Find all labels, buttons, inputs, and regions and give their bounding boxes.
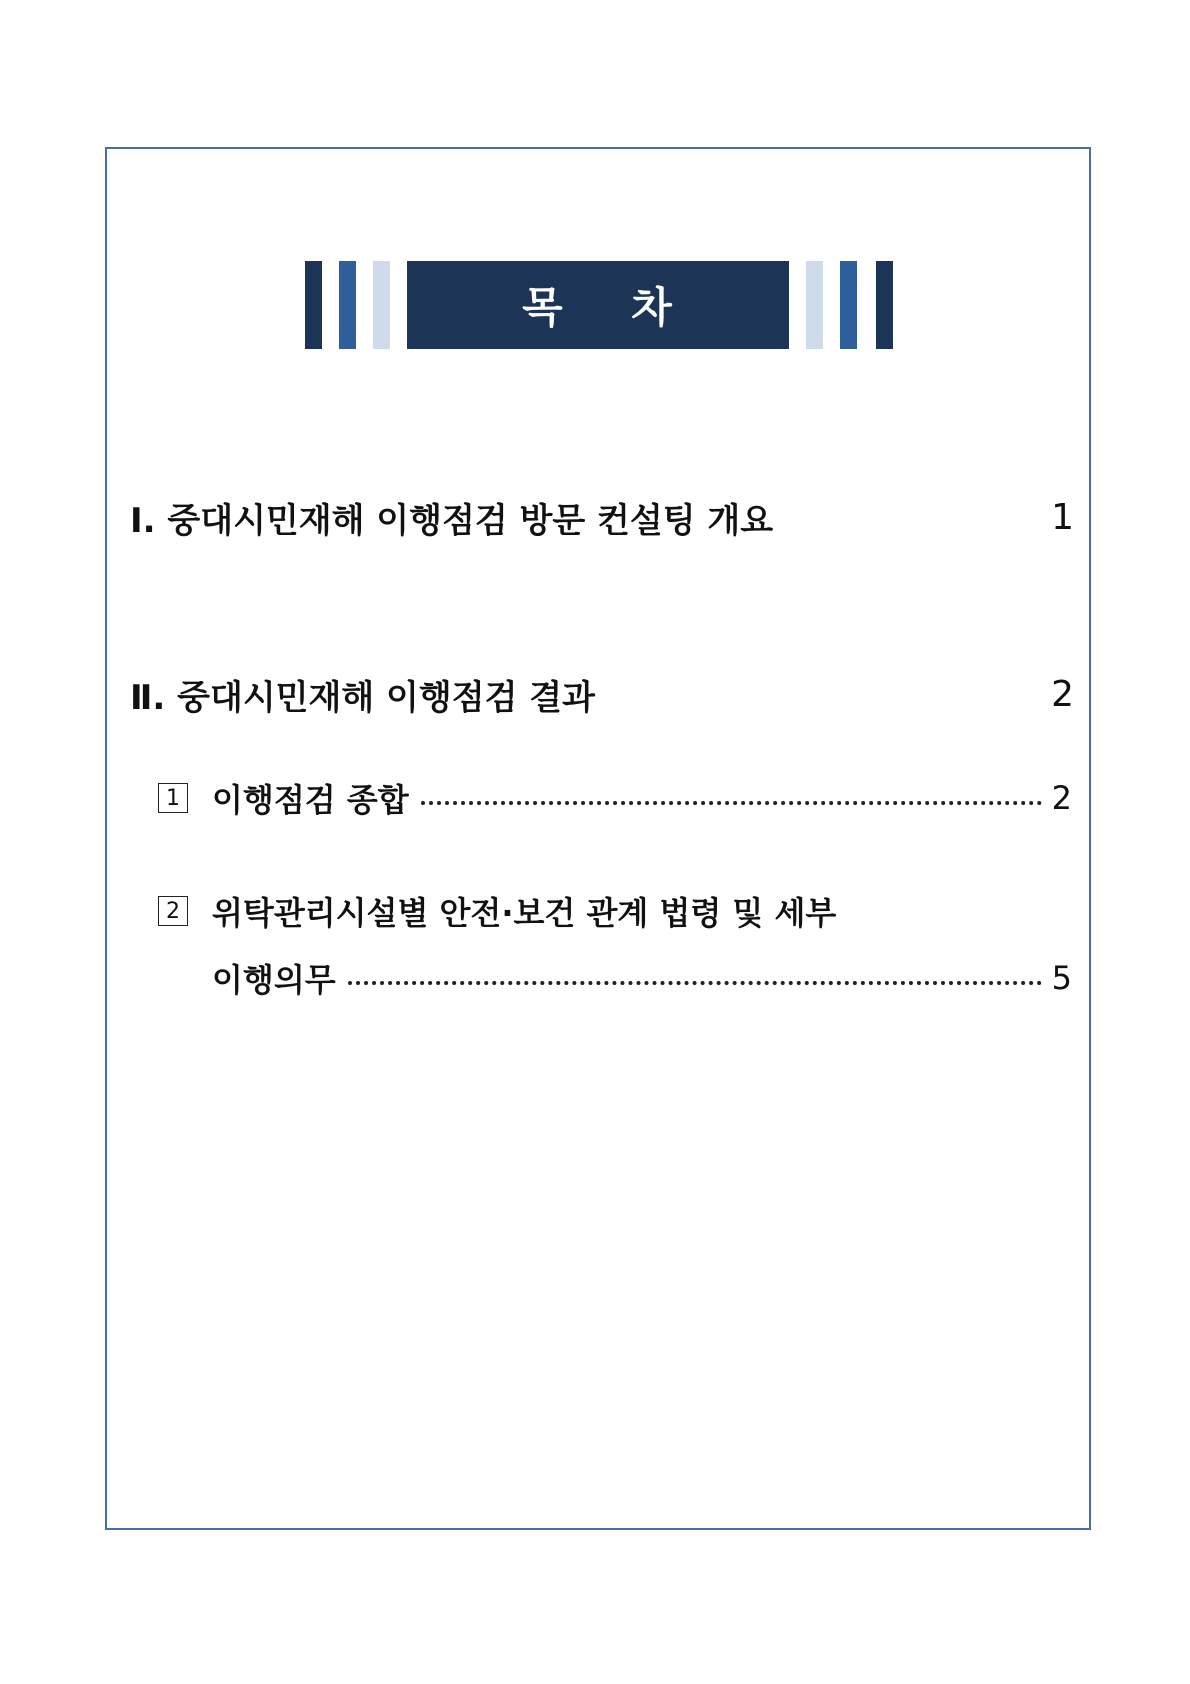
dot-leader (421, 801, 1042, 805)
toc-item-2[interactable] (158, 888, 1072, 934)
toc-section-2[interactable] (130, 670, 1074, 719)
toc-title-banner (305, 261, 893, 349)
toc-page-number: 5 (1051, 959, 1072, 997)
decor-bar (339, 261, 356, 349)
toc-item-label-line2: 이행의무 (212, 961, 336, 999)
toc-page-number: 2 (1051, 674, 1074, 715)
toc-item-label: 이행점검 종합 (212, 781, 409, 819)
decor-bar (305, 261, 322, 349)
dot-leader (348, 981, 1042, 985)
toc-section-label: Ⅰ. 중대시민재해 이행점검 방문 컨설팅 개요 (130, 501, 774, 541)
toc-title-text: 목 차 (522, 283, 674, 332)
toc-page-number: 2 (1051, 779, 1072, 817)
decor-bar (806, 261, 823, 349)
toc-item-1[interactable] (158, 775, 1072, 821)
toc-item-2-continuation[interactable] (212, 955, 1072, 1001)
toc-item-label-line1: 위탁관리시설별 안전·보건 관계 법령 및 세부 (212, 894, 837, 932)
page-frame (105, 147, 1091, 1530)
item-number-box: 1 (158, 783, 188, 813)
decor-bar (876, 261, 893, 349)
decor-bar (840, 261, 857, 349)
item-number-box: 2 (158, 896, 188, 926)
toc-section-label: Ⅱ. 중대시민재해 이행점검 결과 (130, 678, 595, 718)
toc-section-1[interactable] (130, 493, 1074, 542)
toc-title (407, 261, 789, 349)
decor-bar (373, 261, 390, 349)
toc-page-number: 1 (1051, 497, 1074, 538)
